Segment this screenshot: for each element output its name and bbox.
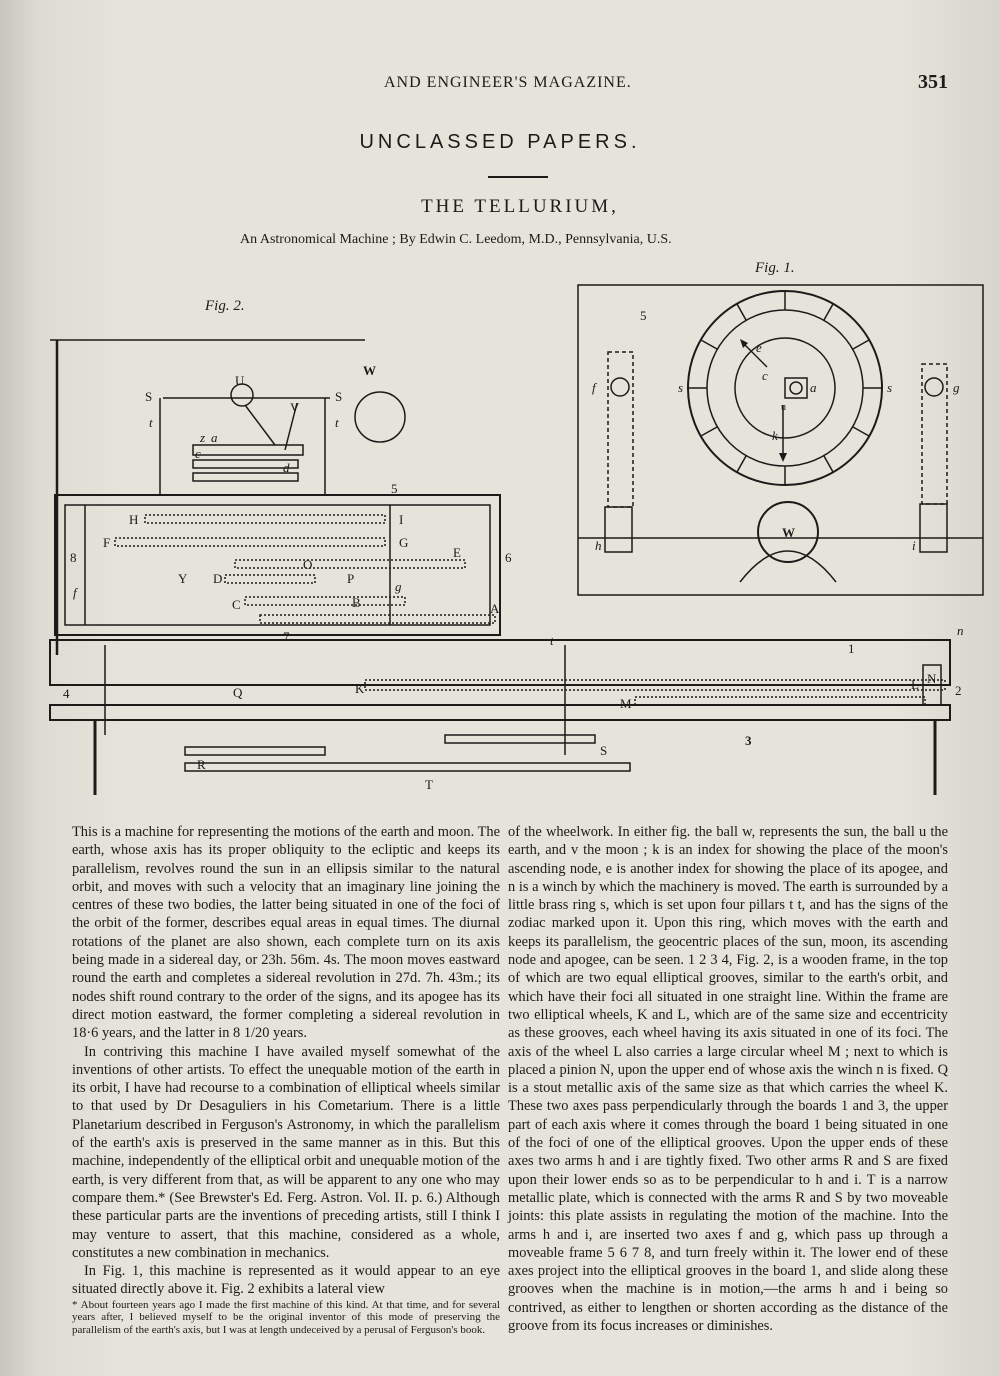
fig2-label-G: G [399,535,409,550]
fig2-label-S-right: S [335,389,343,404]
fig2-label-c: c [195,446,201,461]
board-1 [50,640,950,685]
fig2-label-U: U [235,373,245,388]
fig2-label-W: W [363,363,376,378]
fig2-label-t-lower: t [550,633,554,648]
fig2-label-3: 3 [745,733,752,748]
fig2-label-n: n [957,623,964,638]
fig2-label-6: 6 [505,550,512,565]
running-header: AND ENGINEER'S MAGAZINE. [384,74,632,91]
paragraph-2: In contriving this machine I have availed myself somewhat of the inventions of other artists. To effect the unequable motion of the earth in its orbit, I have had recourse to a combination of elliptical wheels similar to that used by Dr Desaguliers in his Cometarium. There is a little Planetarium described in Ferguson's Astronomy, in which the parallelism of the earth's axis is preserved in the same manner as in this. But this machine, independently of the elliptical orbit and unequable motion of the earth, is very different from that, as will be apparent to any one who may compare them.* (See Brewster's Ed. Ferg. Astron. Vol. II. p. 6.) Although these particular parts are the inventions of preceding artists, still I think I may venture to assert, that this machine, considered as a whole, constitutes a new combination in mechanics. [72,1043,500,1261]
fig1-label: Fig. 1. [755,260,795,276]
fig1-label-s-left: s [678,380,684,395]
fig2-label-4: 4 [63,686,70,701]
wheel-E [235,560,465,568]
fig2-label-L: L [911,677,919,692]
fig2-label-2: 2 [955,683,962,698]
text-column-left [72,823,500,1336]
plate-T [185,763,630,771]
paragraph-4: of the wheelwork. In either fig. the ball w, represents the sun, the ball u the earth, and v the moon ; k is an index for showing the place of the moon's ascending node, e is another index for showing the place of its apogee, and n is a winch by which the machinery is moved. The earth is surrounded by a little brass ring s, which is set upon four pillars t t, and has the signs of the zodiac marked upon it. Upon this ring, which moves with the earth and keeps its parallelism, the geocentric places of the sun, moon, its ascending node and apogee, can be seen. 1 2 3 4, Fig. 2, is a wooden frame, in the top of which are two equal elliptical grooves, similar to the earth's orbit, and which have their foci all situated in one straight line. Within the frame are two elliptical wheels, K and L, which are of the same size and eccentricity as these grooves, each wheel having its axis situated in one of its foci. The axis of the wheel L also carries a large circular wheel M ; next to which is placed a pinion N, upon the upper end of whose axis the winch n is fixed. Q is a stout metallic axis of the same size as that which carries the wheel K. These two axes pass perpendicularly through the boards 1 and 3, the upper part of each axis where it comes through the board 1 being situated in one of the foci of one of the elliptical grooves. Upon the upper ends of these axes two arms h and i are tightly fixed. Two other arms R and S are fixed upon their lower ends so as to be perpendicular to h and i. T is a narrow metallic plate, which is connected with the arms R and S by two moveable joints: this plate assists in regulating the motion of the machine. Into the arms h and i, are inserted two axes f and g, which pass up through a moveable frame 5 6 7 8, and turn freely within it. The lower end of these axes project into the elliptical grooves in the board 1, and slide along these grooves when the machine is in motion,—the arms h and i being so contrived, as either to lengthen or shorten according as the distance of the groove from its focus increases or diminishes. [508,824,948,1335]
arm-S [445,735,595,743]
fig1-label-5: 5 [640,308,647,323]
fig2-label-Y: Y [178,571,188,586]
fig2-label-t-right: t [335,415,339,430]
fig2-label-8: 8 [70,550,77,565]
article-title: THE TELLURIUM, [421,196,619,217]
fig1-label-g: g [953,380,960,395]
fig2-label-B: B [352,595,361,610]
wheel-H [145,515,385,523]
fig2-label-K: K [355,681,365,696]
fig2-label-7: 7 [283,629,290,644]
page-number: 351 [918,71,948,93]
wheel-D [225,575,315,583]
footnote: * About fourteen years ago I made the first machine of this kind. At that time, and for several years after, I believed myself to be the original inventor of this mode of preserving the parallelism of the earth's axis, but I was at length undeceived by a perusal of Ferguson's book. [72,1298,500,1336]
wheel-M [635,697,925,705]
fig1-label-e: e [756,340,762,355]
fig2-label-z: z [200,430,206,445]
fig2-label-N: N [927,671,937,686]
fig1-label-u: u [781,402,786,413]
fig2-label-M: M [620,696,632,711]
fig2-label-D: D [213,571,223,586]
fig2-label-C: C [232,597,241,612]
fig2-label-T: T [425,777,433,792]
fig1-label-s-right: s [887,380,893,395]
paragraph-3: In Fig. 1, this machine is represented as it would appear to an eye situated directly above it. Fig. 2 exhibits a lateral view [72,1263,500,1298]
fig2-label-1: 1 [848,641,855,656]
fig2-label-Q: Q [233,685,243,700]
arm-R [185,747,325,755]
board-3 [50,705,950,720]
fig2-label-R: R [197,757,206,772]
fig2-label-S-lower: S [600,743,608,758]
moveable-frame [55,495,500,635]
fig2-label-F: F [103,535,111,550]
fig2-diagram [45,335,985,800]
fig2-label-t-left: t [149,415,153,430]
fig1-label-f: f [592,380,596,395]
article-byline: An Astronomical Machine ; By Edwin C. Leedom, M.D., Pennsylvania, U.S. [240,232,672,247]
text-column-right [508,823,948,1335]
fig1-label-a: a [810,380,817,395]
fig2-label-f: f [73,585,77,600]
fig2-label-d: d [283,460,290,475]
fig2-label-V: V [290,400,300,415]
fig2-label-I: I [399,512,404,527]
fig1-label-h: h [595,538,602,553]
fig1-label-k: k [772,428,778,443]
fig2-label-a: a [211,430,218,445]
fig2-label-O: O [303,557,313,572]
fig2-label: Fig. 2. [205,298,245,314]
fig2-label-g: g [395,579,402,594]
title-rule [488,176,548,178]
wheel-A [260,615,495,623]
fig2-label-P: P [347,571,355,586]
paragraph-1: This is a machine for representing the motions of the earth and moon. The earth, whose axis has its proper obliquity to the ecliptic and keeps its parallelism, revolves round the sun in an ellipsis similar to the natural orbit, and moves with such a velocity that an imaginary line joining the centres of these two bodies, the latter being situated in one of the foci of the orbit of the former, describes equal areas in equal times. The diurnal rotations of the planet are also shown, each complete turn on its axis being made in a sidereal day, or 23h. 56m. 4s. The moon moves eastward round the earth and completes a sidereal revolution in 27d. 7h. 43m.; its nodes shift round contrary to the order of the signs, and its apogee has its direct motion eastward, the former completing a sidereal revolution in 18·6 years, and the latter in 8 1/20 years. [72,824,500,1042]
fig2-label-H: H [129,512,139,527]
sun-ball-w [355,392,405,442]
fig2-label-E: E [453,545,461,560]
wheel-F [115,538,385,546]
fig2-label-A: A [490,601,500,616]
fig1-label-w: W [782,525,795,540]
fig1-label-i: i [912,538,916,553]
fig2-label-S-left: S [145,389,153,404]
earth-axis [245,405,275,445]
wheel-B [245,597,405,605]
fig1-label-c: c [762,368,768,383]
fig2-label-5: 5 [391,481,398,496]
section-title: UNCLASSED PAPERS. [359,131,641,153]
